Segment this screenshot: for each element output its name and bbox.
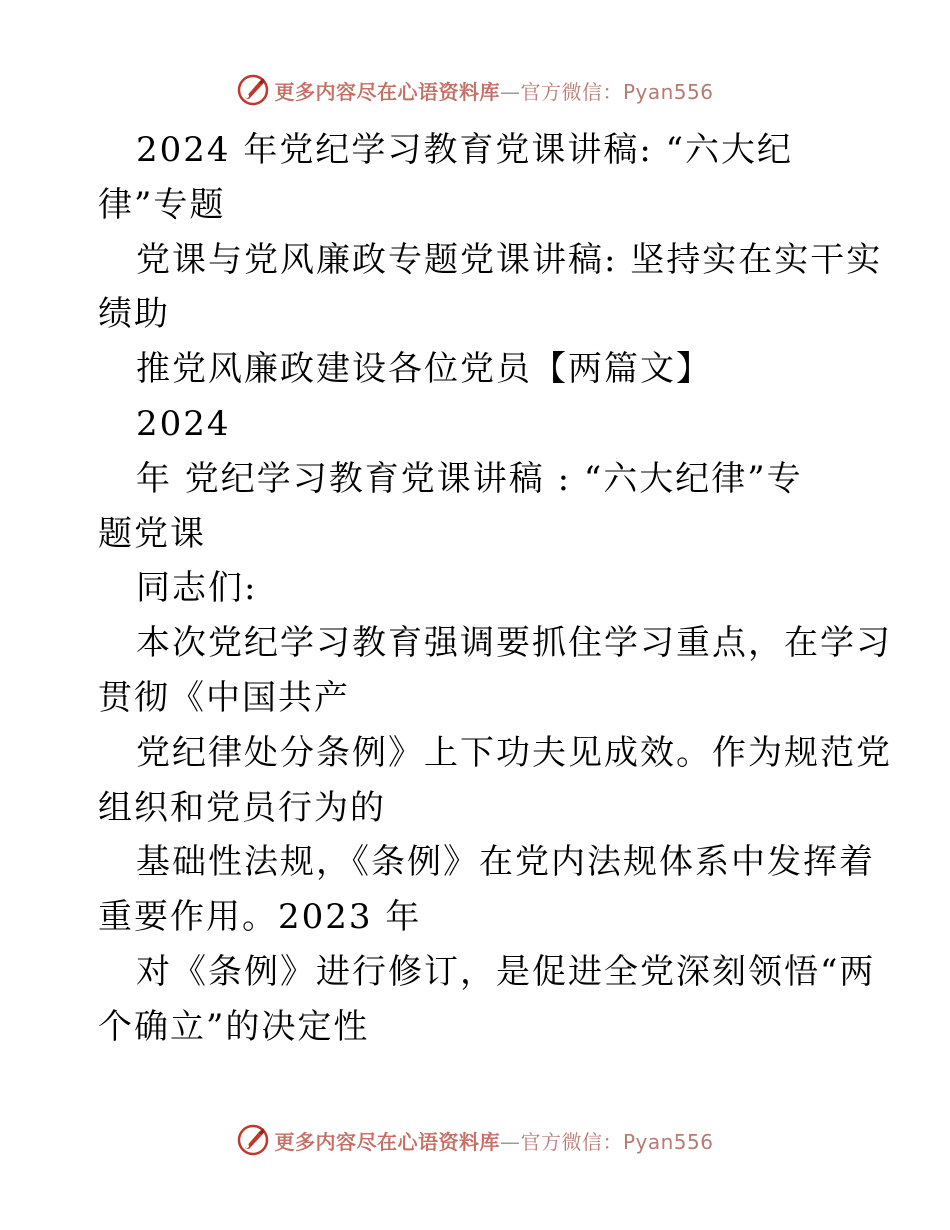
paragraph-line: 重要作用。2023 年: [98, 897, 422, 938]
footer-watermark-banner: [0, 1120, 950, 1160]
quill-pen-logo-icon: [236, 73, 270, 107]
paragraph-line: 个确立”的决定性: [98, 1006, 370, 1047]
paragraph-line: 律”专题: [98, 184, 226, 225]
banner-separator: —: [499, 1129, 521, 1154]
document-body: [98, 123, 892, 1055]
paragraph-line: 同志们:: [136, 568, 258, 609]
paragraph-line: 贯彻《中国共产: [98, 677, 350, 718]
paragraph-line: 基础性法规，《条例》在党内法规体系中发挥着: [136, 842, 875, 883]
paragraph-line: 题党课: [98, 513, 206, 554]
paragraph-line: 对《条例》进行修订，是促进全党深刻领悟“两: [136, 951, 876, 992]
banner-site-text: 更多内容尽在心语资料库: [274, 1129, 500, 1154]
quill-pen-logo-icon: [236, 1123, 270, 1157]
paragraph-line: 党纪律处分条例》上下功夫见成效。作为规范党: [136, 732, 892, 773]
paragraph-line: 组织和党员行为的: [98, 787, 386, 828]
banner-separator: —: [499, 79, 521, 104]
paragraph-line: 2024: [136, 403, 231, 444]
paragraph-line: 年 党纪学习教育党课讲稿 : “六大纪律”专: [136, 458, 803, 499]
header-watermark-banner: [0, 70, 950, 110]
paragraph-line: 党课与党风廉政专题党课讲稿: 坚持实在实干实: [136, 239, 883, 280]
paragraph-line: 2024 年党纪学习教育党课讲稿: “六大纪: [136, 130, 793, 170]
paragraph-line: 推党风廉政建设各位党员【两篇文】: [136, 349, 712, 390]
banner-contact-text: 官方微信：Pyan556: [520, 1129, 714, 1154]
paragraph-line: 绩助: [98, 294, 170, 335]
banner-site-text: 更多内容尽在心语资料库: [274, 79, 500, 104]
banner-contact-text: 官方微信：Pyan556: [520, 79, 714, 104]
paragraph-line: 本次党纪学习教育强调要抓住学习重点，在学习: [136, 623, 892, 664]
